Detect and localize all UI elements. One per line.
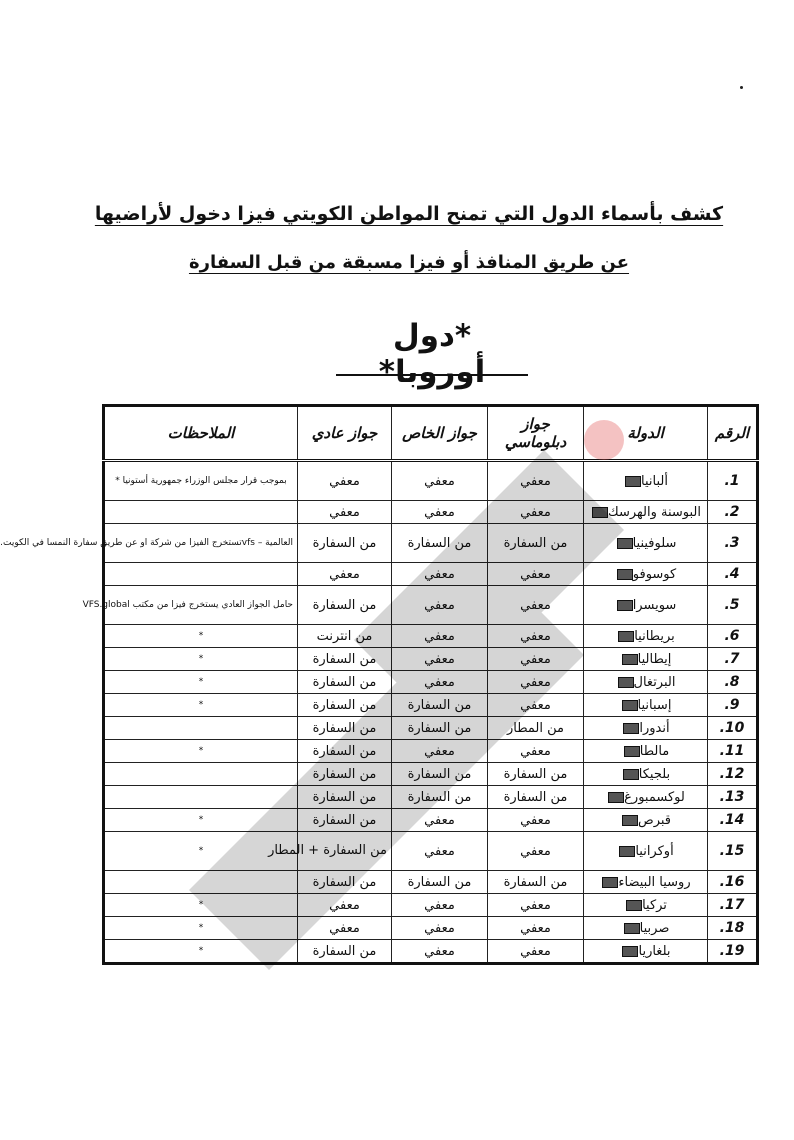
row-diplomatic: معفي bbox=[488, 740, 584, 763]
flag-icon bbox=[624, 746, 640, 757]
row-notes: بموجب قرار مجلس الوزراء جمهورية أستونيا * bbox=[104, 461, 298, 501]
table-body bbox=[0, 461, 758, 964]
row-number: 10. bbox=[708, 717, 758, 740]
flag-icon bbox=[626, 900, 642, 911]
header-country: الدولة bbox=[584, 406, 708, 461]
country-name: البرتغال bbox=[633, 674, 676, 690]
country-name: تركيا bbox=[642, 897, 667, 913]
row-notes bbox=[104, 563, 298, 586]
table-row bbox=[104, 586, 758, 625]
row-country bbox=[584, 917, 708, 940]
country-name: أندورا bbox=[639, 720, 670, 736]
row-ordinary: من السفارة bbox=[298, 740, 392, 763]
row-ordinary: معفي bbox=[298, 894, 392, 917]
row-special: معفي bbox=[392, 940, 488, 964]
row-special: معفي bbox=[392, 894, 488, 917]
row-notes: * bbox=[104, 832, 298, 871]
row-special: معفي bbox=[392, 832, 488, 871]
flag-icon bbox=[622, 815, 638, 826]
row-diplomatic: معفي bbox=[488, 625, 584, 648]
table-header-row bbox=[104, 406, 758, 461]
flag-icon bbox=[618, 677, 634, 688]
row-notes: * bbox=[104, 648, 298, 671]
row-special: من السفارة bbox=[392, 786, 488, 809]
table-row bbox=[104, 832, 758, 871]
flag-icon bbox=[592, 507, 608, 518]
row-number: 2. bbox=[708, 501, 758, 524]
row-special: من السفارة bbox=[392, 694, 488, 717]
table-row bbox=[104, 501, 758, 524]
row-diplomatic: معفي bbox=[488, 586, 584, 625]
row-notes: * bbox=[104, 740, 298, 763]
row-diplomatic: من السفارة bbox=[488, 786, 584, 809]
row-special: معفي bbox=[392, 461, 488, 501]
flag-icon bbox=[618, 631, 634, 642]
row-ordinary: من السفارة bbox=[298, 694, 392, 717]
document-subtitle: عن طريق المنافذ أو فيزا مسبقة من قبل السفارة bbox=[188, 252, 630, 273]
row-notes: * bbox=[104, 694, 298, 717]
table-row bbox=[104, 717, 758, 740]
row-country bbox=[584, 763, 708, 786]
country-name: بريطانيا bbox=[634, 628, 675, 644]
table-row bbox=[104, 894, 758, 917]
table-row bbox=[104, 671, 758, 694]
table-row bbox=[104, 763, 758, 786]
row-country bbox=[584, 894, 708, 917]
header-special: جواز الخاص bbox=[392, 406, 488, 461]
row-special: معفي bbox=[392, 809, 488, 832]
row-ordinary: من السفارة bbox=[298, 763, 392, 786]
row-notes bbox=[104, 501, 298, 524]
row-country bbox=[584, 524, 708, 563]
row-ordinary: من السفارة bbox=[298, 786, 392, 809]
row-ordinary: من السفارة + المطار bbox=[298, 832, 392, 871]
table-row bbox=[104, 563, 758, 586]
row-number: 4. bbox=[708, 563, 758, 586]
row-ordinary: من السفارة bbox=[298, 586, 392, 625]
row-ordinary: من السفارة bbox=[298, 940, 392, 964]
row-country bbox=[584, 694, 708, 717]
country-name: أوكرانيا bbox=[635, 843, 674, 859]
row-number: 12. bbox=[708, 763, 758, 786]
row-special: معفي bbox=[392, 648, 488, 671]
row-country bbox=[584, 563, 708, 586]
header-number: الرقم bbox=[708, 406, 758, 461]
row-ordinary: من السفارة bbox=[298, 871, 392, 894]
row-country bbox=[584, 671, 708, 694]
row-country bbox=[584, 832, 708, 871]
row-notes: * bbox=[104, 894, 298, 917]
country-name: بلغاريا bbox=[638, 943, 671, 959]
row-ordinary: معفي bbox=[298, 461, 392, 501]
row-special: معفي bbox=[392, 917, 488, 940]
row-country bbox=[584, 786, 708, 809]
table-row bbox=[104, 524, 758, 563]
header-diplomatic: جواز دبلوماسي bbox=[488, 406, 584, 461]
row-notes bbox=[104, 786, 298, 809]
country-name: إسبانيا bbox=[637, 697, 672, 713]
row-country bbox=[584, 717, 708, 740]
row-country bbox=[584, 809, 708, 832]
country-name: ألبانيا bbox=[641, 473, 668, 489]
table-row bbox=[104, 740, 758, 763]
flag-icon bbox=[619, 846, 635, 857]
row-number: 7. bbox=[708, 648, 758, 671]
row-special: من السفارة bbox=[392, 763, 488, 786]
row-special: من السفارة bbox=[392, 871, 488, 894]
flag-icon bbox=[622, 700, 638, 711]
flag-icon bbox=[617, 569, 633, 580]
row-notes: حامل الجواز العادي يستخرج فيزا من مكتب VFS.global bbox=[104, 586, 298, 625]
row-diplomatic: من المطار bbox=[488, 717, 584, 740]
row-diplomatic: معفي bbox=[488, 940, 584, 964]
row-diplomatic: معفي bbox=[488, 563, 584, 586]
flag-icon bbox=[622, 946, 638, 957]
row-country bbox=[584, 940, 708, 964]
row-special: معفي bbox=[392, 501, 488, 524]
header-notes: الملاحظات bbox=[104, 406, 298, 461]
row-country bbox=[584, 871, 708, 894]
row-number: 18. bbox=[708, 917, 758, 940]
document-title: كشف بأسماء الدول التي تمنح المواطن الكويتي فيزا دخول لأراضيها bbox=[94, 203, 724, 225]
country-name: روسيا البيضاء bbox=[618, 874, 691, 890]
country-name: مالطا bbox=[639, 743, 670, 759]
row-number: 13. bbox=[708, 786, 758, 809]
flag-icon bbox=[617, 600, 633, 611]
row-country bbox=[584, 461, 708, 501]
row-number: 15. bbox=[708, 832, 758, 871]
row-diplomatic: معفي bbox=[488, 894, 584, 917]
row-ordinary: من السفارة bbox=[298, 717, 392, 740]
row-special: معفي bbox=[392, 625, 488, 648]
flag-icon bbox=[624, 923, 640, 934]
row-diplomatic: معفي bbox=[488, 832, 584, 871]
row-notes: * bbox=[104, 809, 298, 832]
row-ordinary: من السفارة bbox=[298, 524, 392, 563]
row-country bbox=[584, 625, 708, 648]
table-row bbox=[104, 786, 758, 809]
row-number: 9. bbox=[708, 694, 758, 717]
table-row bbox=[104, 694, 758, 717]
row-number: 14. bbox=[708, 809, 758, 832]
row-special: من السفارة bbox=[392, 524, 488, 563]
row-notes: العالمية – vfsتستخرج الفيزا من شركة او عن طريق سفارة النمسا في الكويت. bbox=[104, 524, 298, 563]
row-diplomatic: معفي bbox=[488, 917, 584, 940]
table-row bbox=[104, 648, 758, 671]
row-diplomatic: معفي bbox=[488, 461, 584, 501]
table-row bbox=[104, 871, 758, 894]
row-notes bbox=[104, 763, 298, 786]
row-diplomatic: معفي bbox=[488, 809, 584, 832]
table-row bbox=[104, 917, 758, 940]
row-country bbox=[584, 501, 708, 524]
row-number: 19. bbox=[708, 940, 758, 964]
row-number: 5. bbox=[708, 586, 758, 625]
row-ordinary: معفي bbox=[298, 501, 392, 524]
row-special: معفي bbox=[392, 740, 488, 763]
row-ordinary: معفي bbox=[298, 563, 392, 586]
row-special: معفي bbox=[392, 586, 488, 625]
flag-icon bbox=[617, 538, 633, 549]
country-name: بلجيكا bbox=[638, 766, 671, 782]
row-ordinary: معفي bbox=[298, 917, 392, 940]
country-name: لوكسمبورغ bbox=[624, 789, 685, 805]
country-name: سلوفينيا bbox=[632, 535, 677, 551]
section-heading: *دول أوروبا* bbox=[336, 318, 528, 376]
row-notes: * bbox=[104, 917, 298, 940]
flag-icon bbox=[625, 476, 641, 487]
row-notes: * bbox=[104, 671, 298, 694]
scan-speck bbox=[740, 86, 743, 89]
row-number: 11. bbox=[708, 740, 758, 763]
row-ordinary: من السفارة bbox=[298, 648, 392, 671]
flag-icon bbox=[622, 654, 638, 665]
row-diplomatic: من السفارة bbox=[488, 871, 584, 894]
row-number: 3. bbox=[708, 524, 758, 563]
country-name: البوسنة والهرسك bbox=[608, 504, 701, 520]
row-diplomatic: من السفارة bbox=[488, 524, 584, 563]
country-name: سويسرا bbox=[632, 597, 677, 613]
row-notes bbox=[104, 871, 298, 894]
row-diplomatic: معفي bbox=[488, 501, 584, 524]
row-notes: * bbox=[104, 940, 298, 964]
country-name: صربيا bbox=[639, 920, 670, 936]
row-notes bbox=[104, 717, 298, 740]
row-ordinary: من السفارة bbox=[298, 671, 392, 694]
row-notes: * bbox=[104, 625, 298, 648]
country-name: قبرص bbox=[637, 812, 672, 828]
row-country bbox=[584, 648, 708, 671]
row-number: 16. bbox=[708, 871, 758, 894]
row-number: 17. bbox=[708, 894, 758, 917]
header-ordinary: جواز عادي bbox=[298, 406, 392, 461]
table-row bbox=[104, 625, 758, 648]
row-number: 6. bbox=[708, 625, 758, 648]
flag-icon bbox=[602, 877, 618, 888]
visa-table bbox=[0, 404, 759, 965]
table-row bbox=[104, 461, 758, 501]
flag-icon bbox=[608, 792, 624, 803]
flag-icon bbox=[623, 723, 639, 734]
row-diplomatic: معفي bbox=[488, 648, 584, 671]
country-name: إيطاليا bbox=[637, 651, 672, 667]
table-row bbox=[104, 940, 758, 964]
country-name: كوسوفو bbox=[632, 566, 677, 582]
row-country bbox=[584, 586, 708, 625]
row-country bbox=[584, 740, 708, 763]
row-special: معفي bbox=[392, 563, 488, 586]
row-number: 1. bbox=[708, 461, 758, 501]
row-ordinary: من انترنت bbox=[298, 625, 392, 648]
table-row bbox=[104, 809, 758, 832]
row-diplomatic: معفي bbox=[488, 671, 584, 694]
row-number: 8. bbox=[708, 671, 758, 694]
row-ordinary: من السفارة bbox=[298, 809, 392, 832]
flag-icon bbox=[623, 769, 639, 780]
row-special: من السفارة bbox=[392, 717, 488, 740]
row-diplomatic: معفي bbox=[488, 694, 584, 717]
row-special: معفي bbox=[392, 671, 488, 694]
row-diplomatic: من السفارة bbox=[488, 763, 584, 786]
